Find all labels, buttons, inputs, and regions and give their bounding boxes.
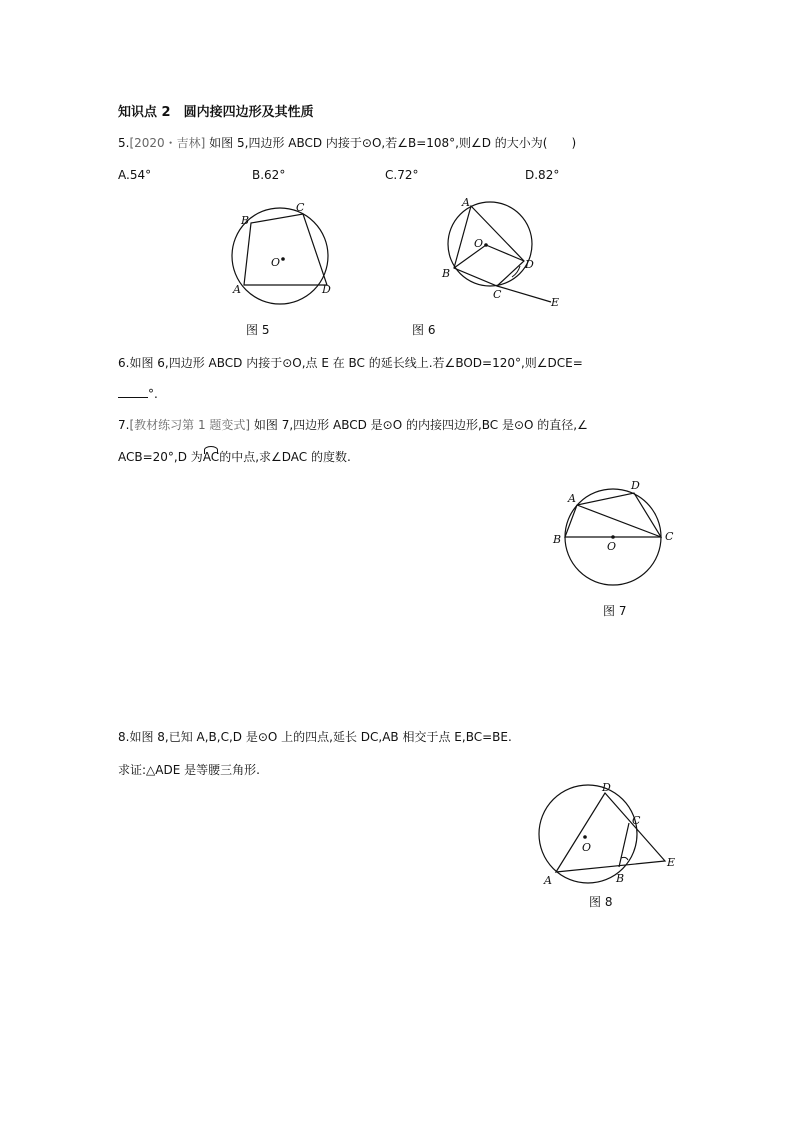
fig8-center-dot [583,835,587,839]
fig5-label-o: O [271,256,281,269]
figure-6-caption: 图 6 [412,323,436,337]
figure-5 [225,200,345,310]
question-5-source: [2020・吉林] [129,136,206,150]
figure-6 [438,195,568,310]
figure-8-caption: 图 8 [589,895,613,909]
fig5-label-b: B [241,214,250,227]
fig5-center-dot [281,257,285,261]
question-6-degree-end: °. [148,387,158,401]
question-5-option-c: C.72° [385,168,419,182]
question-6-answer-blank[interactable] [118,397,148,398]
fig7-center-dot [611,535,615,539]
fig6-label-b: B [442,267,451,280]
fig5-label-c: C [296,201,305,214]
fig8-label-e: E [667,856,676,869]
fig7-label-c: C [665,530,674,543]
question-7-text: 如图 7,四边形 ABCD 是⊙O 的内接四边形,BC 是⊙O 的直径,∠ [250,418,588,432]
figure-8 [530,778,690,893]
fig7-diagonal-ac [577,505,661,537]
question-5-number: 5. [118,136,130,150]
fig6-label-e: E [551,296,560,309]
question-8-line-2: 求证:△ADE 是等腰三角形. [118,763,260,777]
fig6-label-c: C [493,288,502,301]
question-7-line-2-pre: ACB=20°,D 为 [118,450,203,464]
fig8-label-a: A [544,874,552,887]
fig6-radius-lines [454,245,524,268]
figure-5-caption: 图 5 [246,323,270,337]
fig8-triangle-ade [556,793,665,872]
fig6-label-a: A [462,196,470,209]
fig7-label-d: D [631,479,640,492]
fig5-quadrilateral [244,214,327,285]
fig7-label-o: O [607,540,617,553]
fig6-center-dot [484,243,488,247]
fig7-label-b: B [553,533,562,546]
fig7-quadrilateral [565,493,661,537]
fig6-extension-ce [497,286,551,302]
question-5-option-d: D.82° [525,168,560,182]
fig5-label-d: D [322,283,331,296]
fig8-label-d: D [602,781,611,794]
fig8-segment-bc [619,823,629,867]
arc-ac-symbol: AC [202,450,220,464]
question-6-line-1: 6.如图 6,四边形 ABCD 内接于⊙O,点 E 在 BC 的延长线上.若∠BOD=120°,则∠DCE= [118,356,583,370]
fig8-label-c: C [632,814,641,827]
question-5-option-b: B.62° [252,168,286,182]
question-5-option-a: A.54° [118,168,152,182]
fig8-label-b: B [616,872,625,885]
question-7-source: [教材练习第 1 题变式] [129,418,251,432]
question-7-number: 7. [118,418,130,432]
fig7-label-a: A [568,492,576,505]
section-title: 知识点 2 圆内接四边形及其性质 [118,105,314,120]
question-8-line-1: 8.如图 8,已知 A,B,C,D 是⊙O 上的四点,延长 DC,AB 相交于点 E,BC=BE. [118,730,512,744]
fig6-label-o: O [474,237,484,250]
question-5-stem [118,137,576,149]
fig6-label-d: D [525,258,534,271]
figure-7 [550,476,690,616]
fig8-label-o: O [582,841,592,854]
fig5-label-a: A [233,283,241,296]
figure-7-caption: 图 7 [603,604,627,618]
fig8-angle-arc [621,857,628,860]
question-7-line-2-post: 的中点,求∠DAC 的度数. [219,450,351,464]
question-6-line-2 [118,388,158,400]
question-7-line-2 [118,451,351,463]
question-7-line-1 [118,419,588,431]
question-5-text: 如图 5,四边形 ABCD 内接于⊙O,若∠B=108°,则∠D 的大小为( ) [205,136,577,150]
